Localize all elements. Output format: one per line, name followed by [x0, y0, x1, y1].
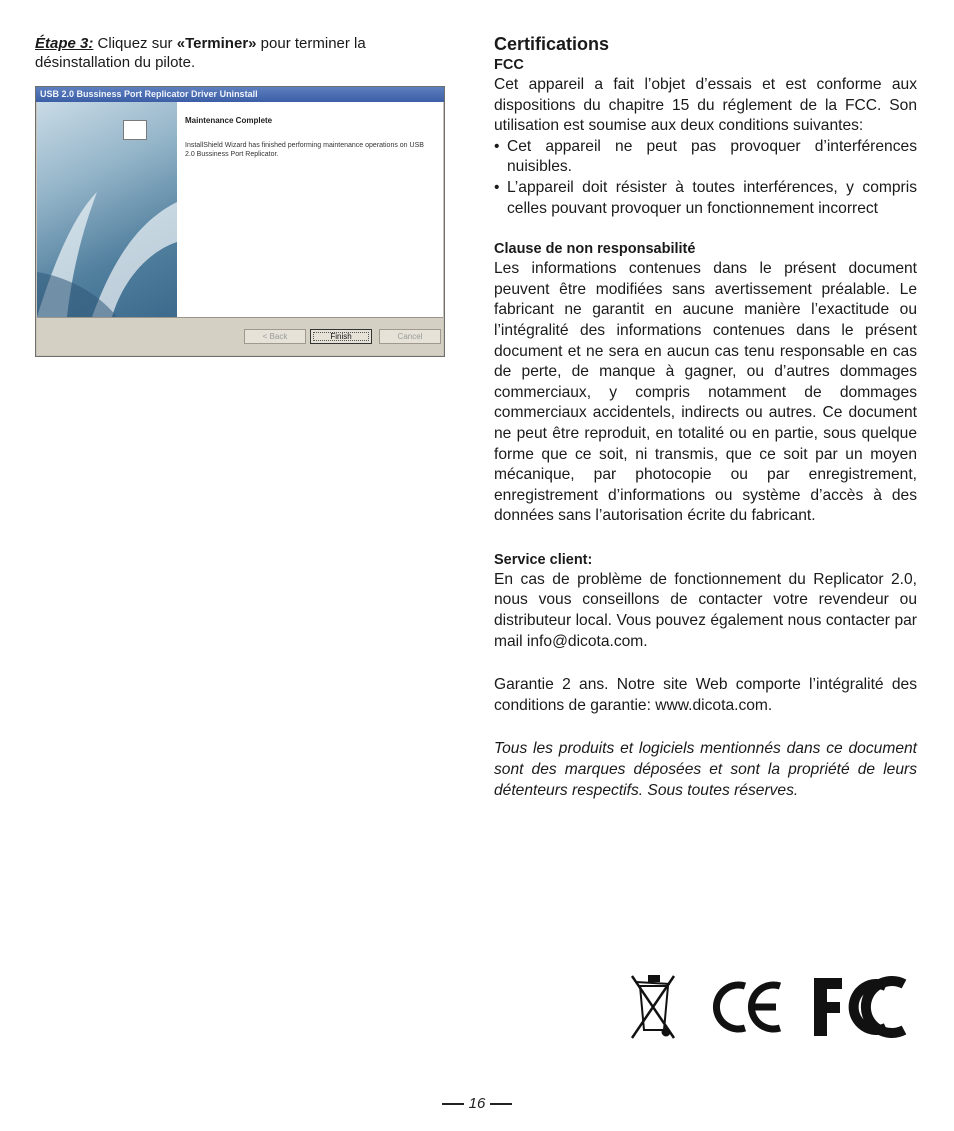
disclaimer-paragraph: Les informations contenues dans le présent document peuvent être modifiées sans avertissement préalable. Le fabricant ne garantit en aucune manière l’exactitude ou l’intégralité des informations contenues dans le présent document et ne sera en aucun cas tenu responsable en cas de perte, de manque à gagner, ou d’autres dommages commerciaux, y compris notamment de dommages commerciaux accidentels, indirects ou autres. Ce document ne peut être reproduit, en totalité ou en partie, sous quelque forme que ce soit, ni transmis, que ce soit par un moyen mécanique, par photocopie ou par enregistrement, enregistrement d’informations ou système d’accès à des données sans l’autorisation écrite du fabricant. [494, 260, 917, 525]
disclaimer-heading: Clause de non responsabilité [494, 241, 696, 258]
back-button[interactable]: < Back [244, 329, 306, 344]
step-text-post: pour terminer la désinstallation du pilote. [35, 35, 366, 71]
certifications-title: Certifications [494, 34, 610, 54]
dialog-titlebar: USB 2.0 Bussiness Port Replicator Driver Uninstall [36, 87, 444, 102]
list-item: • Cet appareil ne peut pas provoquer d’interférences nuisibles. [494, 137, 917, 178]
fcc-heading: FCC [494, 57, 524, 73]
service-heading: Service client: [494, 551, 593, 568]
list-item: • L’appareil doit résister à toutes interférences, y compris celles pouvant provoquer un fonctionnement incorrect [494, 178, 917, 219]
dialog-body [177, 102, 443, 317]
service-paragraph: En cas de problème de fonctionnement du Replicator 2.0, nous vous conseillons de contacter votre revendeur ou distributeur local. Vous pouvez également nous contacter par mail info@dicota.com. [494, 570, 917, 650]
warranty-paragraph: Garantie 2 ans. Notre site Web comporte l’intégralité des conditions de garantie: www.dicota.com. [494, 676, 917, 714]
right-column [494, 33, 917, 801]
dialog-button-bar [37, 317, 443, 355]
step-instruction [35, 34, 445, 72]
finish-button[interactable]: Finish [310, 329, 372, 344]
dialog-side-banner [37, 102, 177, 317]
step-label: Étape 3: [35, 35, 94, 52]
uninstall-dialog-screenshot [35, 86, 445, 357]
computer-icon [123, 120, 147, 140]
certification-logos [628, 972, 918, 1042]
banner-graphic [37, 102, 177, 317]
fcc-paragraph: Cet appareil a fait l’objet d’essais et est conforme aux dispositions du chapitre 15 du réglement de la FCC. Son utilisation est soumise aux deux conditions suivantes: [494, 76, 917, 135]
dialog-heading: Maintenance Complete [185, 116, 273, 125]
page-number [0, 1095, 954, 1112]
step-text-pre: Cliquez sur [93, 35, 177, 52]
fcc-conditions-list [494, 137, 917, 219]
step-button-name: «Terminer» [176, 35, 257, 52]
logos-svg [628, 972, 918, 1042]
fcc-logo-icon [814, 978, 904, 1036]
trademark-paragraph: Tous les produits et logiciels mentionnés dans ce document sont des marques déposées et sont la propriété de leurs détenteurs respectifs. Sous toutes réserves. [494, 740, 917, 799]
page-number-value: 16 [468, 1095, 486, 1112]
cancel-button[interactable]: Cancel [379, 329, 441, 344]
ce-mark-icon [716, 985, 780, 1029]
dialog-message: InstallShield Wizard has finished performing maintenance operations on USB 2.0 Bussiness Port Replicator. [185, 142, 424, 158]
crossed-out-wheelie-bin-icon [632, 976, 674, 1038]
